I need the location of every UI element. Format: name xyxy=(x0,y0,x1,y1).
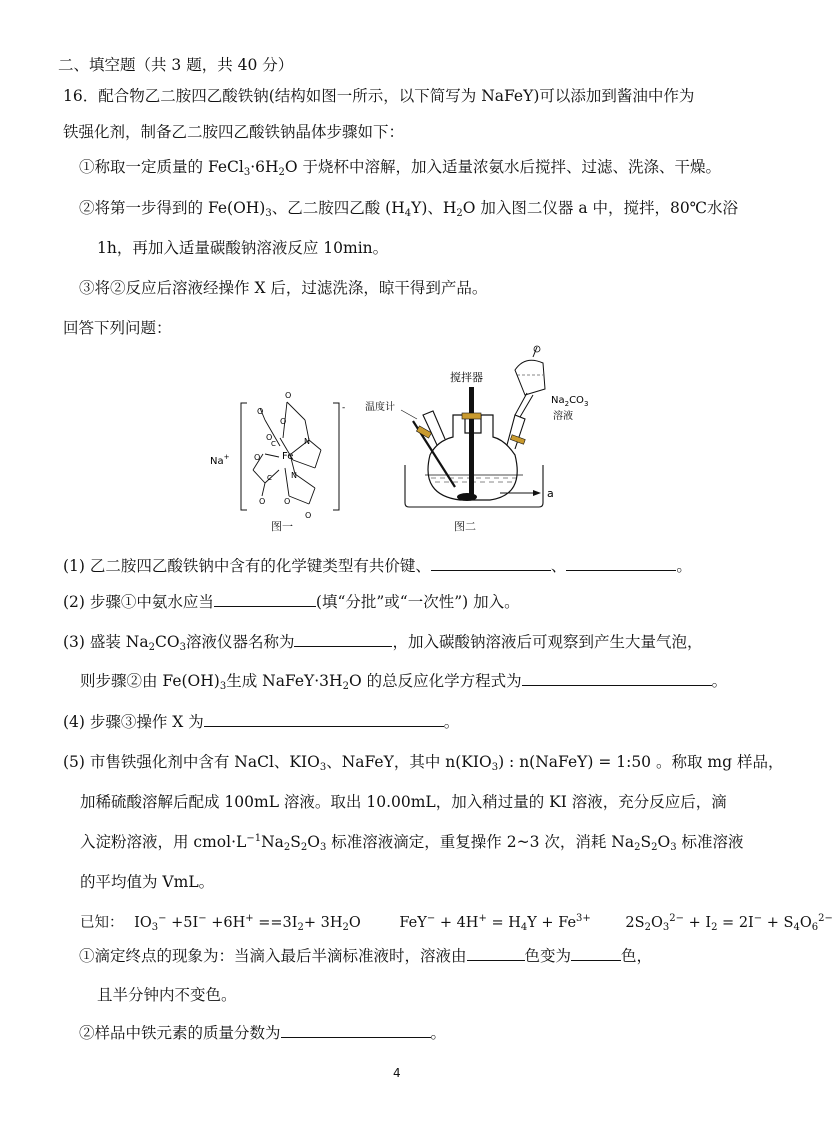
step-1: ①称取一定质量的 $FeCl_3\cdot 6H_2O$ 于烧杯中溶解，加入适量浓氨水后搅拌、过滤、洗涤、干燥。 xyxy=(79,158,722,178)
question-intro-line2: 铁强化剂，制备乙二胺四乙酸铁钠晶体步骤如下： xyxy=(63,123,405,141)
subquestion-5-line3: 入淀粉溶液，用 $cmol\cdot L^{-1}Na_2S_2O_3$ 标准溶液滴定，重复操作 2~3 次，消耗 $Na_2S_2O_3$ 标准溶液 xyxy=(80,833,744,853)
thermometer-label: 温度计 xyxy=(365,402,395,413)
step-2-line2: 1h，再加入适量碳酸钠溶液反应 10min。 xyxy=(97,239,389,257)
n-atom-2: N xyxy=(291,471,297,480)
step-3: ③将②反应后溶液经操作 X 后，过滤洗涤，晾干得到产品。 xyxy=(79,279,488,297)
subquestion-5-line1: (5) 市售铁强化剂中含有 NaCl、$KIO_3$、NaFeY，其中 $n(KIO_3)$ : n(NaFeY) = 1:50 。称取 mg 样品， xyxy=(63,753,784,773)
page-number: 4 xyxy=(393,1066,401,1080)
subquestion-3: (3) 盛装 $Na_2CO_3$溶液仪器名称为 ，加入碳酸钠溶液后可观察到产生大量气泡， xyxy=(63,633,703,653)
complex-charge: - xyxy=(342,403,346,413)
equation-1: $IO_3^- +5I^- +6H^+ ==3I_2+ 3H_2O$ xyxy=(134,913,361,933)
equation-2: $FeY^- + 4H^+ = H_4Y + Fe^{3+}$ xyxy=(399,913,591,933)
c-atom-1: C xyxy=(267,474,272,482)
funnel-label-1: $Na_2CO_3$ xyxy=(551,395,589,408)
part5-question1: ①滴定终点的现象为：当滴入最后半滴标准液时，溶液由 色变为 色， xyxy=(79,947,653,965)
answer-blank-1b[interactable] xyxy=(566,555,676,571)
answer-blank-1a[interactable] xyxy=(431,555,551,571)
question-intro-line1: 16．配合物乙二胺四乙酸铁钠(结构如图一所示，以下简写为 NaFeY)可以添加到酱油中作为 xyxy=(63,87,695,105)
figure-2-apparatus xyxy=(365,345,605,520)
step-2: ②将第一步得到的 $Fe(OH)_3$、乙二胺四乙酸 $(H_4Y)$、$H_2O$ 加入图二仪器 a 中，搅拌，80℃水浴 xyxy=(79,199,739,219)
answer-blank-5b[interactable] xyxy=(571,945,621,961)
answer-blank-2[interactable] xyxy=(214,591,316,607)
subquestion-2: (2) 步骤①中氨水应当 (填“分批”或“一次性”) 加入。 xyxy=(63,593,520,611)
o-atom-8: O xyxy=(305,511,312,520)
outlet-label: a xyxy=(547,487,554,500)
section-heading: 二、填空题（共 3 题，共 40 分） xyxy=(58,56,294,74)
o-atom-6: O xyxy=(259,497,266,506)
answer-blank-3a[interactable] xyxy=(294,631,392,647)
o-atom-5: O xyxy=(254,453,261,462)
subquestion-5-line4: 的平均值为 VmL。 xyxy=(80,873,215,891)
answer-blank-4[interactable] xyxy=(204,711,444,727)
o-atom-2: O xyxy=(280,417,287,426)
o-atom-1: O xyxy=(285,391,292,400)
n-atom-1: N xyxy=(304,437,310,446)
known-equations: 已知： $IO_3^- +5I^- +6H^+ ==3I_2+ 3H_2O$ $FeY^- + 4H^+ = H_4Y + Fe^{3+}$ $2S_2O_3^{2-} + I_2 = 2I^- + S_4O_6^{2-}$ xyxy=(80,913,833,933)
sodium-ion: Na+ xyxy=(210,453,230,467)
o-atom-7: O xyxy=(284,497,291,506)
funnel-label-2: 溶液 xyxy=(553,411,573,422)
stirrer-label: 搅拌器 xyxy=(450,371,483,384)
c-atom-2: C xyxy=(271,440,276,448)
subquestion-3-line2: 则步骤②由 $Fe(OH)_3$生成 $NaFeY\cdot 3H_2O$ 的总反应化学方程式为 。 xyxy=(80,672,728,692)
figure-1-caption: 图一 xyxy=(271,520,293,533)
subquestion-1: (1) 乙二胺四乙酸铁钠中含有的化学键类型有共价键、 、 。 xyxy=(63,557,692,575)
part5-question2: ②样品中铁元素的质量分数为 。 xyxy=(79,1024,447,1042)
answer-blank-3b[interactable] xyxy=(522,670,712,686)
subquestion-4: (4) 步骤③操作 X 为 。 xyxy=(63,713,460,731)
o-atom-3: O xyxy=(257,407,264,416)
subquestion-5-line2: 加稀硫酸溶解后配成 100mL 溶液。取出 10.00mL，加入稍过量的 KI 溶液，充分反应后，滴 xyxy=(80,793,727,811)
answer-blank-5a[interactable] xyxy=(467,945,525,961)
o-atom-4: O xyxy=(266,433,273,442)
figure-1-structure xyxy=(205,378,355,538)
fe-atom: Fe xyxy=(282,451,294,462)
answer-prompt: 回答下列问题： xyxy=(63,319,172,337)
answer-blank-5c[interactable] xyxy=(281,1022,431,1038)
part5-question1-line2: 且半分钟内不变色。 xyxy=(97,986,237,1004)
equation-3: $2S_2O_3^{2-} + I_2 = 2I^- + S_4O_6^{2-}$ xyxy=(625,913,833,933)
figure-2-caption: 图二 xyxy=(454,520,476,533)
